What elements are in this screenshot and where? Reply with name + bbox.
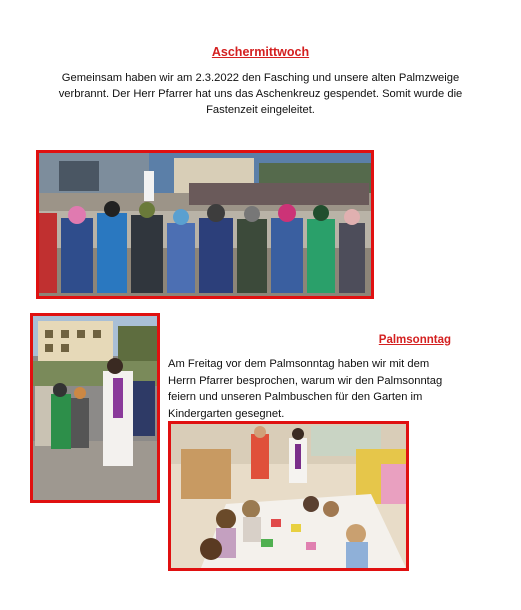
section-text-palmsonntag: Am Freitag vor dem Palmsonntag haben wir mit dem Herrn Pfarrer besprochen, warum wir den Palmsonntag feiern und unseren Palmbuschen für den Garten im Kindergarten gesegnet. — [168, 358, 443, 420]
section-text-aschermittwoch: Gemeinsam haben wir am 2.3.2022 den Fasching und unsere alten Palmzweige verbrannt. Der Herr Pfarrer hat uns das Aschenkreuz gespendet. Somit wurde die Fastenzeit eingeleitet. — [58, 72, 463, 116]
section-title-aschermittwoch: Aschermittwoch — [211, 45, 310, 59]
photo-palm-sunday-outdoor — [30, 313, 160, 503]
photo-ash-wednesday-circle — [36, 150, 374, 299]
section-title-palmsonntag: Palmsonntag — [378, 334, 451, 346]
photo-palm-sunday-indoor — [168, 421, 409, 571]
